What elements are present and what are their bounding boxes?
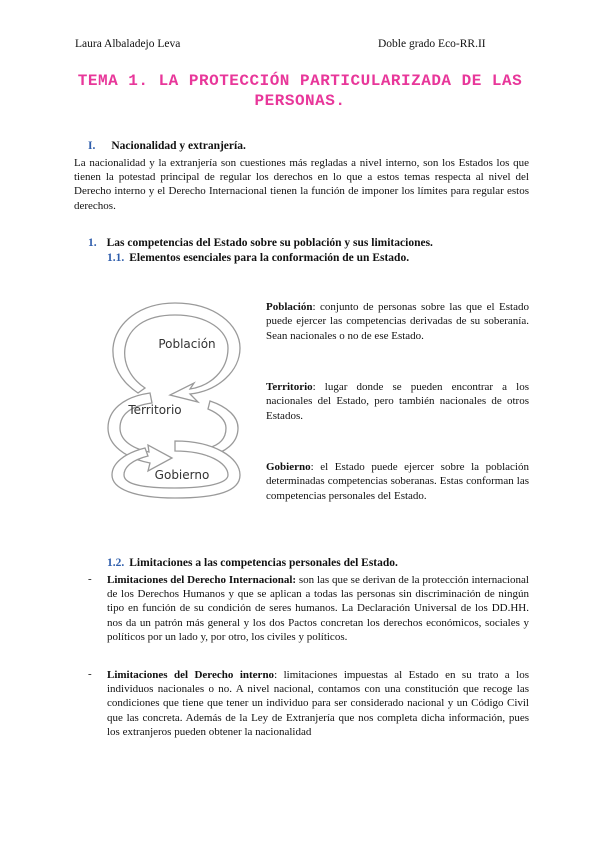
bullet-dash: - [88, 573, 92, 585]
subsection-number: 1. [88, 237, 97, 249]
definition-text: : lugar donde se pueden encontrar a los nacionales del Estado, pero también nacionales de otros Estados. [266, 381, 529, 422]
bullet-text: : limitaciones impuestas al Estado en su trato a los individuos nacionales o no. A nivel nacional, contamos con una constitución que recoge las condiciones que tiene que tener un individuo para ser considerado nacional y un Código Civil que las concreta. Además de la Ley de Extranjería que nos completa dicha información, pues los extranjeros pueden obtener la nacionalidad [107, 669, 529, 738]
section-1-number: I. [88, 140, 96, 152]
subsection-title: Las competencias del Estado sobre su población y sus limitaciones. [106, 237, 433, 249]
bullet-domestic-limits [107, 668, 529, 739]
definition-territorio [266, 380, 529, 423]
diagram-label-territorio: Territorio [128, 403, 182, 417]
title-line-1: TEMA 1. LA PROTECCIÓN PARTICULARIZADA DE LAS [77, 72, 523, 90]
header-author: Laura Albaladejo Leva [75, 38, 181, 50]
title-line-2: PERSONAS. [254, 92, 346, 110]
header-course: Doble grado Eco-RR.II [378, 38, 486, 50]
item-1-1-number: 1.1. [107, 252, 125, 264]
section-1-2-heading [107, 557, 398, 569]
arrow-ring-top [113, 303, 240, 402]
definition-gobierno [266, 460, 529, 503]
diagram-label-poblacion: Población [158, 337, 216, 351]
bullet-international-limits [107, 573, 529, 644]
section-1-body: La nacionalidad y la extranjería son cuestiones más regladas a nivel interno, son los Estados los que tienen la potestad principal de regular los derechos en lo que a estos temas respecta al nivel del Derecho interno y el Derecho Internacional tienen la función de imponer los límites para regular estos derechos. [74, 157, 529, 212]
bullet-dash: - [88, 668, 92, 680]
section-1-2-number: 1.2. [107, 557, 125, 569]
definition-poblacion [266, 300, 529, 343]
section-1-2-title: Limitaciones a las competencias personales del Estado. [129, 557, 398, 569]
diagram-label-gobierno: Gobierno [154, 468, 210, 482]
item-1-1-heading [107, 252, 409, 264]
definition-term: Territorio [266, 381, 313, 393]
bullet-term: Limitaciones del Derecho interno [107, 669, 275, 681]
definition-term: Población [266, 301, 313, 313]
section-1-heading [88, 140, 246, 152]
section-1-title: Nacionalidad y extranjería. [111, 140, 246, 152]
definition-text: : el Estado puede ejercer sobre la población determinadas competencias soberanas. Estas conforman las competencias personales del Estado. [266, 461, 529, 502]
bullet-term: Limitaciones del Derecho Internacional: [107, 574, 297, 586]
definition-text: : conjunto de personas sobre las que el Estado puede ejercer las competencias derivadas de su soberanía. Sean nacionales o no de ese Estado. [266, 301, 529, 342]
subsection-heading [88, 237, 433, 249]
definition-term: Gobierno [266, 461, 311, 473]
page-title [62, 71, 538, 111]
bullet-text: son las que se derivan de la protección internacional de los Derechos Humanos y que se aplican a todas las personas sin discriminación de ningún tipo en función de su condición de seres humanos. La Declaración Universal de los DD.HH. nos da un patrón más general y los dos Pactos concretan los derechos económicos, sociales y políticos por un lado y, por otro, los civiles y políticos. [107, 574, 529, 643]
item-1-1-title: Elementos esenciales para la conformación de un Estado. [129, 252, 410, 264]
state-elements-diagram [90, 293, 260, 503]
